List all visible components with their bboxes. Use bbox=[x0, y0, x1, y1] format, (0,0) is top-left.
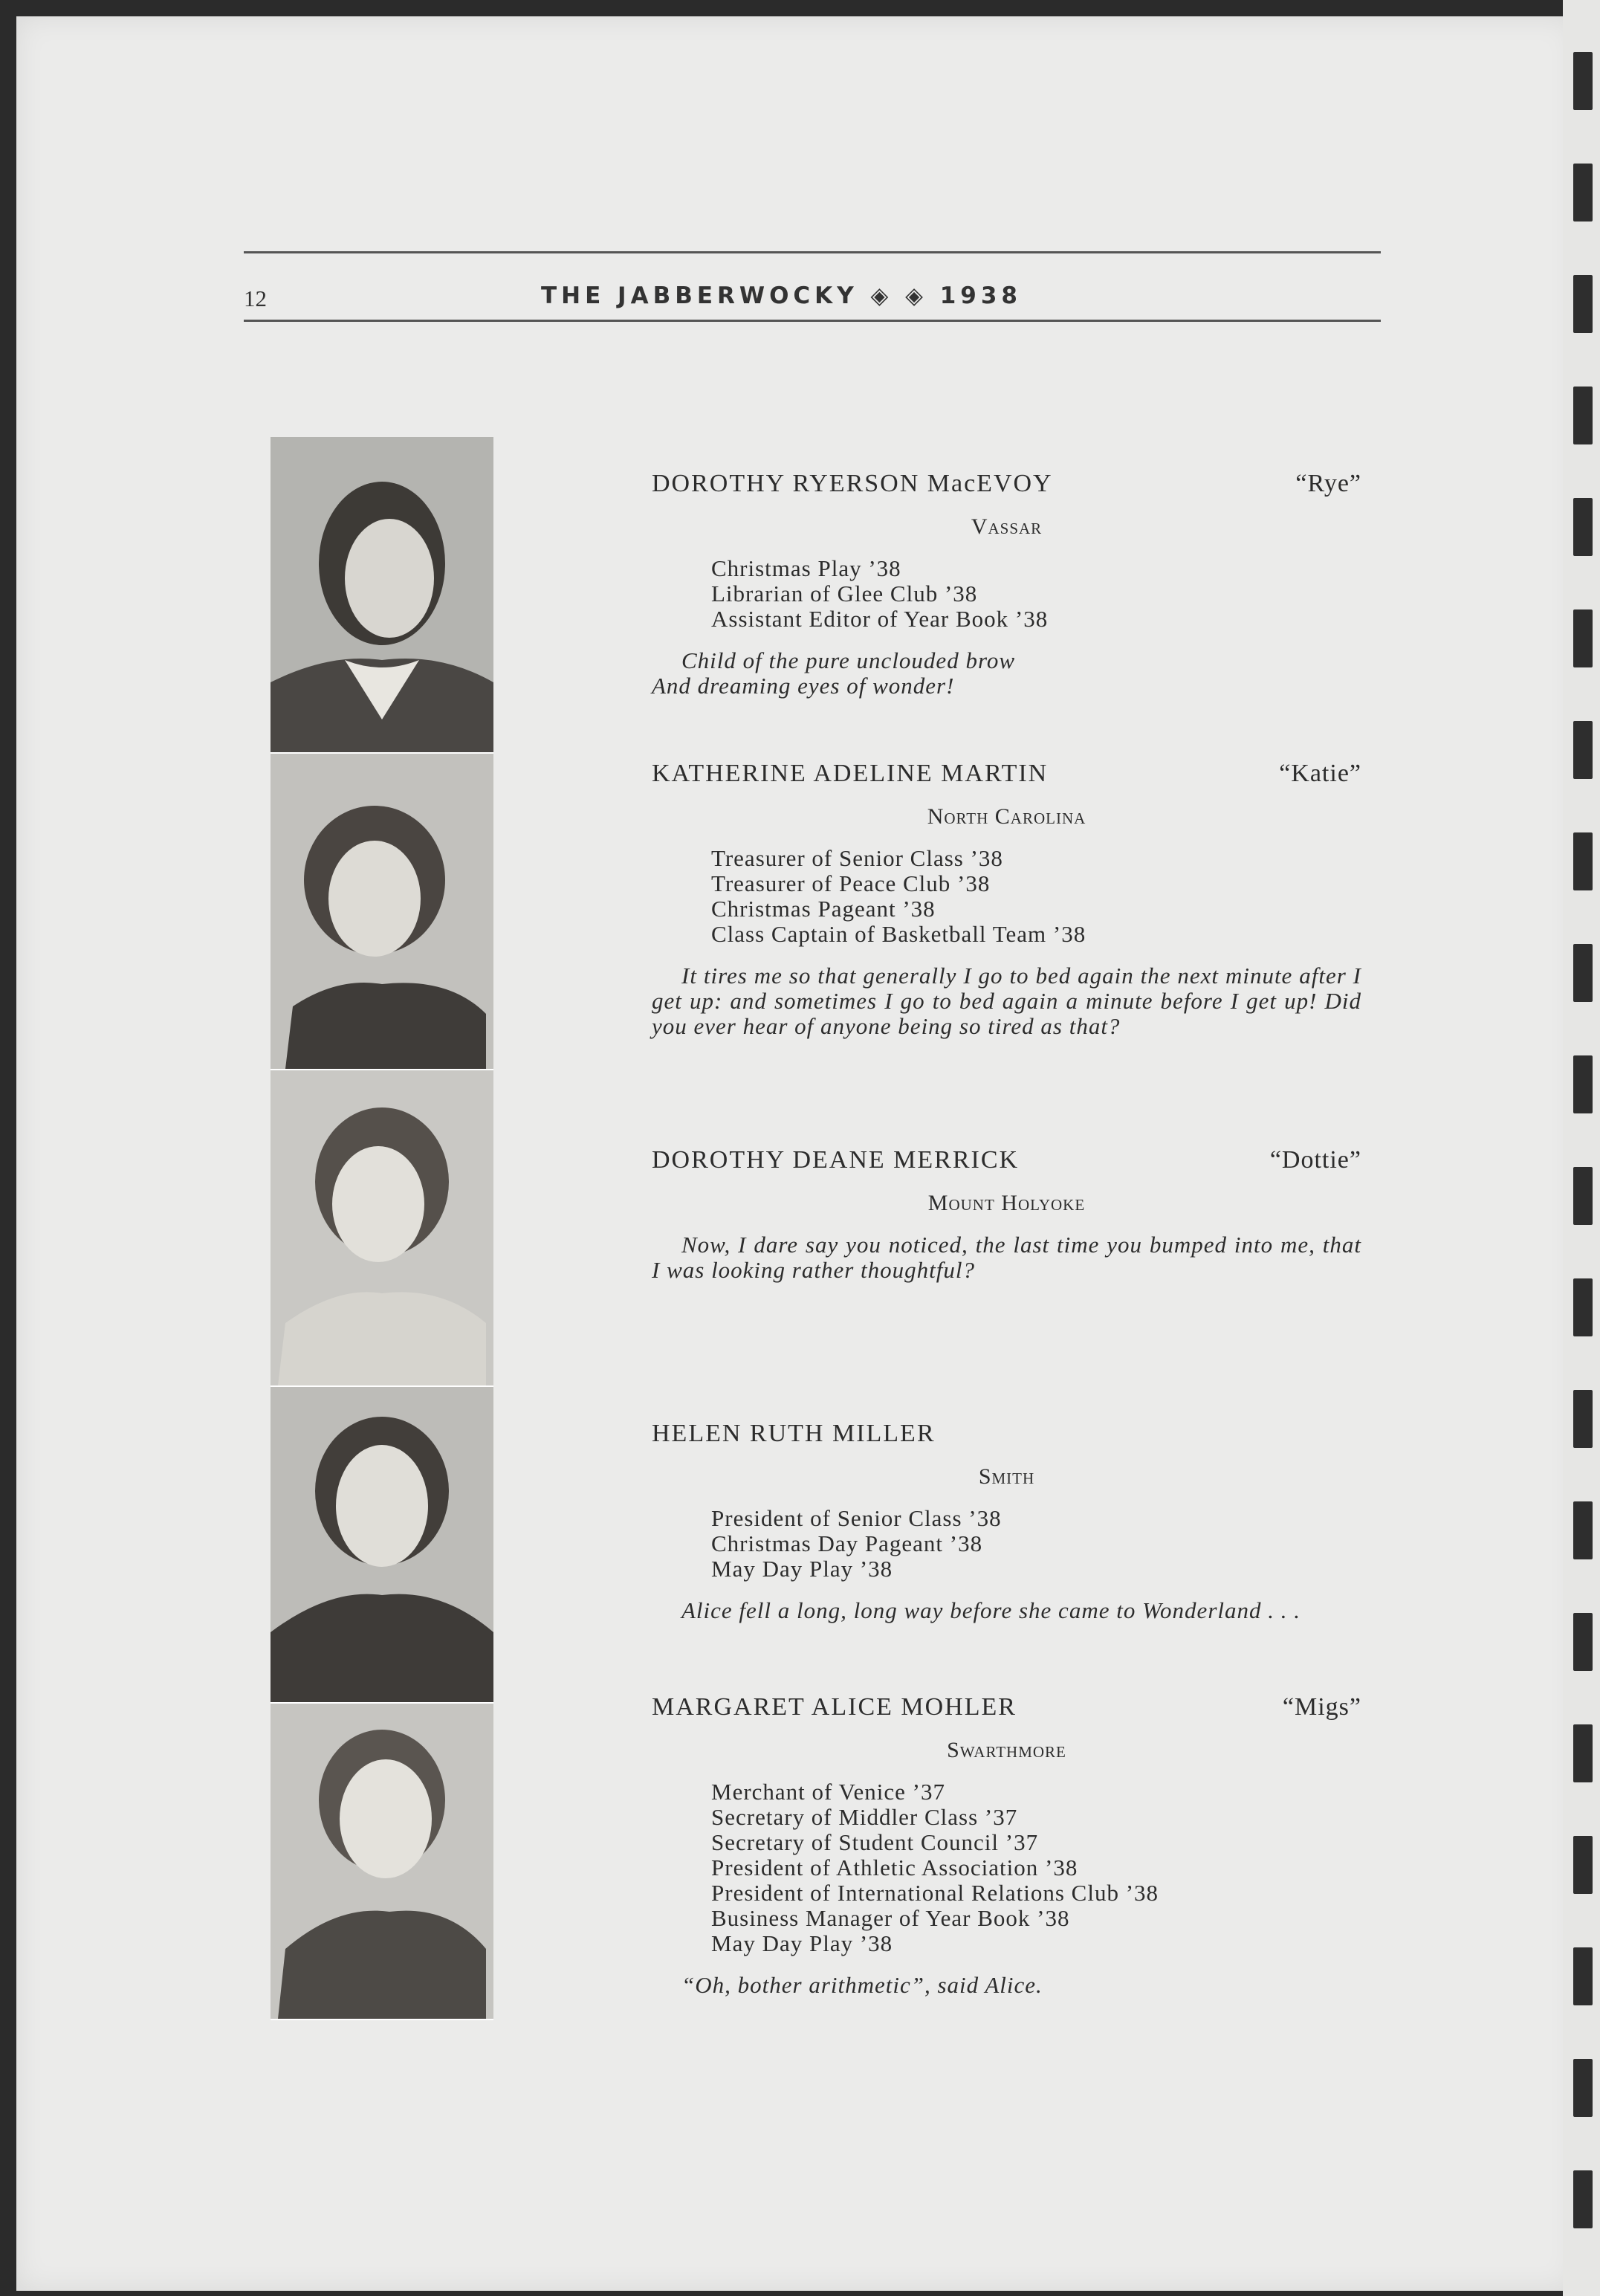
senior-entry bbox=[652, 470, 1361, 699]
page-header bbox=[244, 282, 1381, 320]
senior-college: Smith bbox=[978, 1464, 1035, 1489]
binding-slot bbox=[1573, 1724, 1593, 1782]
page-number: 12 bbox=[244, 285, 267, 311]
binding-slot bbox=[1573, 944, 1593, 1002]
activity-item: Class Captain of Basketball Team ’38 bbox=[711, 921, 1086, 947]
senior-quote: Now, I dare say you noticed, the last time you bumped into me, that I was looking rather thoughtful? bbox=[652, 1232, 1361, 1283]
binding-slot bbox=[1573, 1836, 1593, 1894]
senior-name: KATHERINE ADELINE MARTIN bbox=[652, 760, 1049, 787]
activity-item: President of International Relations Club ’38 bbox=[711, 1880, 1159, 1906]
senior-nickname: “Migs” bbox=[1282, 1693, 1361, 1721]
portrait-photo bbox=[271, 1704, 493, 2020]
activity-list bbox=[711, 1506, 1361, 1582]
binding-slot bbox=[1573, 1501, 1593, 1559]
senior-name: MARGARET ALICE MOHLER bbox=[652, 1693, 1017, 1721]
binding-slot bbox=[1573, 1055, 1593, 1113]
binding-slot bbox=[1573, 498, 1593, 556]
header-top-rule bbox=[244, 251, 1381, 253]
binding-slot bbox=[1573, 609, 1593, 667]
binding-slot bbox=[1573, 275, 1593, 333]
binding-slot bbox=[1573, 387, 1593, 444]
senior-name: DOROTHY RYERSON MacEVOY bbox=[652, 470, 1053, 497]
binding-slot bbox=[1573, 2059, 1593, 2117]
senior-nickname: “Dottie” bbox=[1269, 1146, 1361, 1174]
binding-slot bbox=[1573, 164, 1593, 221]
portrait-photo bbox=[271, 437, 493, 754]
senior-college: Mount Holyoke bbox=[927, 1191, 1086, 1215]
activity-item: Merchant of Venice ’37 bbox=[711, 1779, 945, 1805]
binding-slot bbox=[1573, 1613, 1593, 1671]
portrait-column bbox=[271, 437, 493, 2020]
activity-item: Christmas Play ’38 bbox=[711, 555, 901, 581]
binding-slot bbox=[1573, 1390, 1593, 1448]
senior-entry bbox=[652, 1693, 1361, 1998]
yearbook-page bbox=[16, 16, 1575, 2291]
binding-slot bbox=[1573, 1167, 1593, 1225]
senior-quote: “Oh, bother arithmetic”, said Alice. bbox=[681, 1972, 1043, 1998]
portrait-photo bbox=[271, 1070, 493, 1387]
senior-quote: It tires me so that generally I go to bed again the next minute after I get up: and sometimes I go to bed again a minute before I get up! Did you ever hear of anyone being so tired as that? bbox=[652, 963, 1361, 1039]
activity-list bbox=[711, 846, 1361, 947]
senior-quote: Alice fell a long, long way before she came to Wonderland . . . bbox=[681, 1597, 1301, 1623]
binding-slot bbox=[1573, 2170, 1593, 2228]
portrait-photo bbox=[271, 754, 493, 1070]
binding-slot bbox=[1573, 721, 1593, 779]
activity-item: President of Senior Class ’38 bbox=[711, 1505, 1002, 1531]
publication-title: THE JABBERWOCKY ◈ ◈ 1938 bbox=[541, 282, 1022, 309]
activity-list bbox=[711, 556, 1361, 632]
activity-item: Business Manager of Year Book ’38 bbox=[711, 1905, 1070, 1931]
senior-college: Vassar bbox=[971, 514, 1043, 539]
senior-entry bbox=[652, 760, 1361, 1039]
senior-entry bbox=[652, 1146, 1361, 1283]
activity-item: Treasurer of Peace Club ’38 bbox=[711, 870, 991, 896]
senior-quote: Child of the pure unclouded brow And dreaming eyes of wonder! bbox=[652, 647, 1016, 699]
binding-slot bbox=[1573, 52, 1593, 110]
activity-item: President of Athletic Association ’38 bbox=[711, 1854, 1078, 1881]
portrait-photo bbox=[271, 1387, 493, 1704]
activity-item: Treasurer of Senior Class ’38 bbox=[711, 845, 1003, 871]
activity-item: Assistant Editor of Year Book ’38 bbox=[711, 606, 1049, 632]
activity-item: Christmas Day Pageant ’38 bbox=[711, 1530, 983, 1556]
activity-item: Christmas Pageant ’38 bbox=[711, 896, 936, 922]
senior-nickname: “Rye” bbox=[1295, 470, 1361, 497]
senior-nickname: “Katie” bbox=[1279, 760, 1361, 787]
spiral-binding bbox=[1563, 0, 1600, 2296]
binding-slot bbox=[1573, 832, 1593, 890]
activity-list bbox=[711, 1779, 1361, 1956]
activity-item: Secretary of Student Council ’37 bbox=[711, 1829, 1039, 1855]
senior-entry bbox=[652, 1420, 1361, 1623]
binding-slot bbox=[1573, 1947, 1593, 2005]
activity-item: Librarian of Glee Club ’38 bbox=[711, 581, 978, 607]
senior-name: DOROTHY DEANE MERRICK bbox=[652, 1146, 1020, 1174]
activity-item: Secretary of Middler Class ’37 bbox=[711, 1804, 1018, 1830]
senior-college: Swarthmore bbox=[947, 1738, 1066, 1762]
senior-name: HELEN RUTH MILLER bbox=[652, 1420, 936, 1447]
activity-item: May Day Play ’38 bbox=[711, 1930, 893, 1956]
activity-item: May Day Play ’38 bbox=[711, 1556, 893, 1582]
senior-college: North Carolina bbox=[927, 804, 1086, 829]
header-bottom-rule bbox=[244, 320, 1381, 322]
binding-slot bbox=[1573, 1278, 1593, 1336]
